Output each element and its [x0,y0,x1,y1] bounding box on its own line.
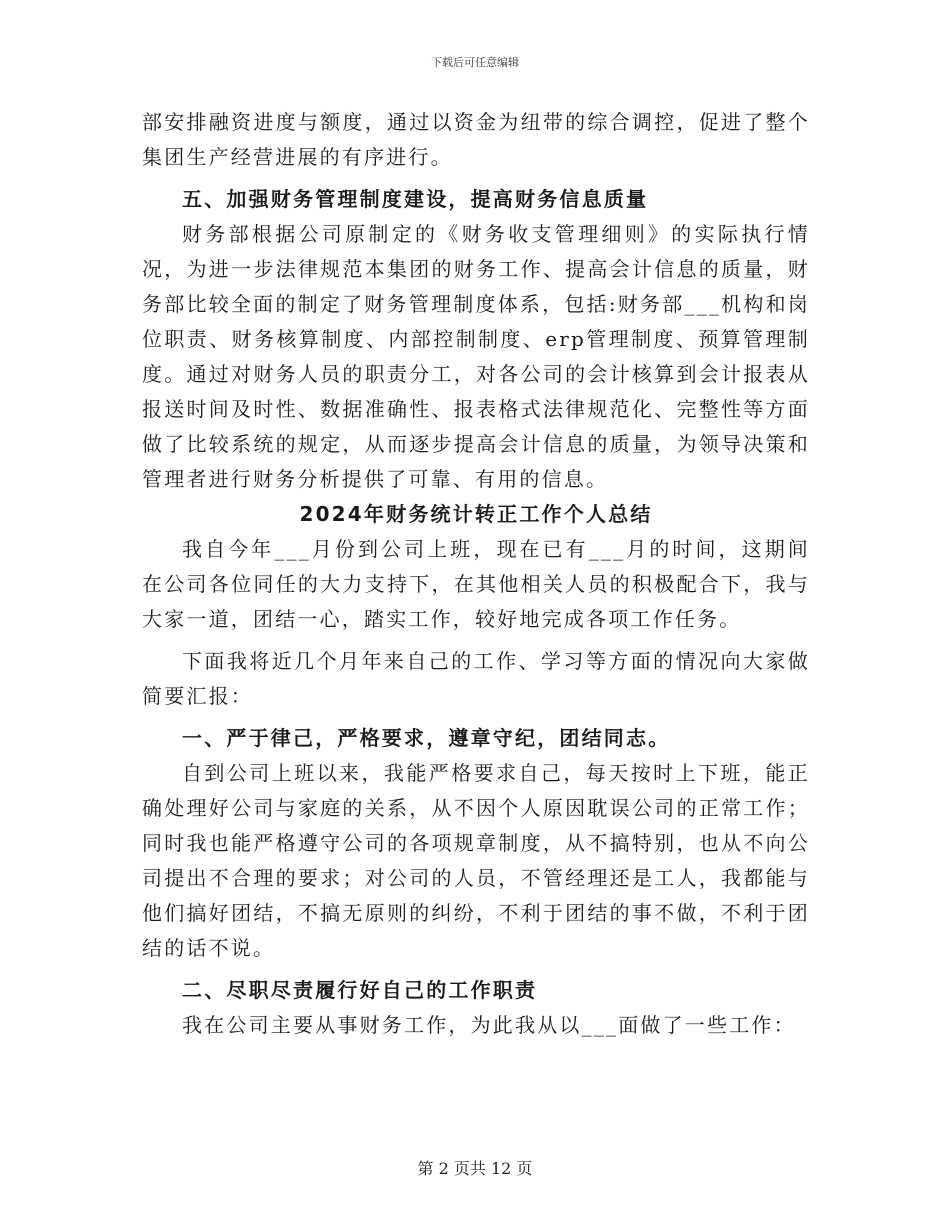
paragraph-discipline: 自到公司上班以来，我能严格要求自己，每天按时上下班，能正确处理好公司与家庭的关系，从不因个人原因耽误公司的正常工作；同时我也能严格遵守公司的各项规章制度，从不搞特别，也从不向公司提出不合理的要求；对公司的人员，不管经理还是工人，我都能与他们搞好团结，不搞无原则的纠纷，不利于团结的事不做，不利于团结的话不说。 [142,761,810,960]
section-heading-5: 五、加强财务管理制度建设，提高财务信息质量 [182,187,649,211]
page-footer: 第 2 页共 12 页 [417,1159,533,1178]
paragraph-finance-system: 财务部根据公司原制定的《财务收支管理细则》的实际执行情况，为进一步法律规范本集团的财务工作、提高会计信息的质量，财务部比较全面的制定了财务管理制度体系，包括:财务部___机构和岗位职责、财务核算制度、内部控制制度、erp管理制度、预算管理制度。通过对财务人员的职责分工，对各公司的会计核算到会计报表从报送时间及时性、数据准确性、报表格式法律规范化、完整性等方面做了比较系统的规定，从而逐步提高会计信息的质量，为领导决策和管理者进行财务分析提供了可靠、有用的信息。 [142,222,810,491]
paragraph-intro: 我自今年___月份到公司上班，现在已有___月的时间，这期间在公司各位同任的大力支持下，在其他相关人员的积极配合下，我与大家一道，团结一心，踏实工作，较好地完成各项工作任务。 [142,537,810,631]
page-header: 下载后可任意编辑 [431,56,519,69]
document-title: 2024年财务统计转正工作个人总结 [299,502,653,526]
paragraph-report-intro: 下面我将近几个月年来自己的工作、学习等方面的情况向大家做简要汇报： [142,649,810,708]
paragraph-continuation: 部安排融资进度与额度，通过以资金为纽带的综合调控，促进了整个集团生产经营进展的有序进行。 [142,110,810,169]
paragraph-duties: 我在公司主要从事财务工作，为此我从以___面做了一些工作： [182,1013,796,1037]
section-heading-1: 一、严于律己，严格要求，遵章守纪，团结同志。 [182,726,671,750]
section-heading-2: 二、尽职尽责履行好自己的工作职责 [182,978,538,1002]
document-body [142,105,810,1043]
